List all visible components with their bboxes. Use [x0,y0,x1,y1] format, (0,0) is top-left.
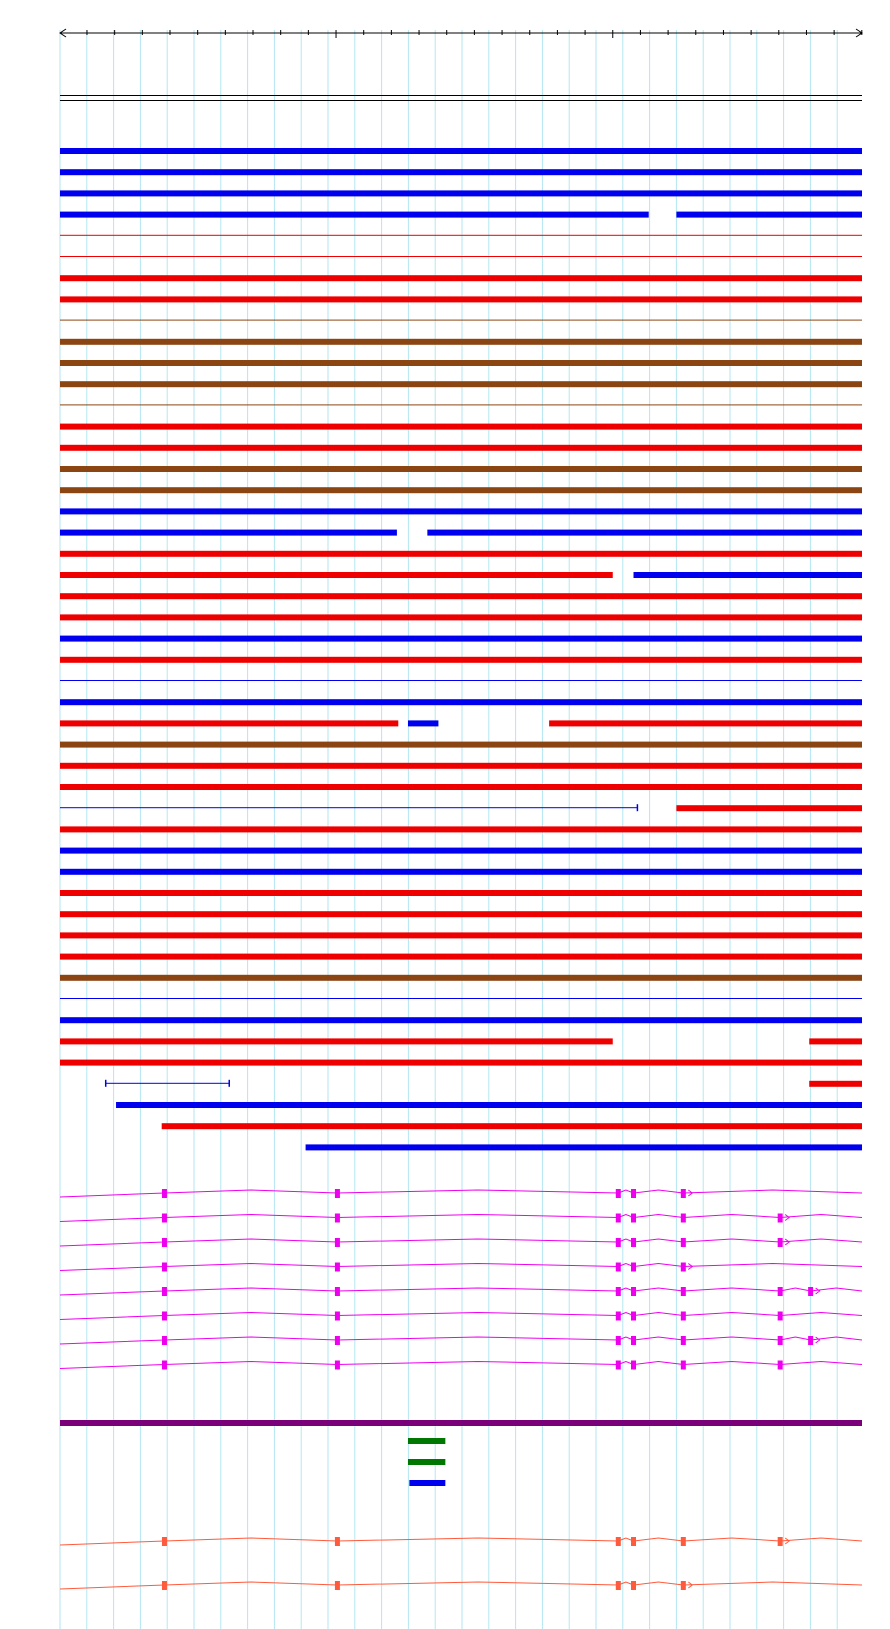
omim-exon[interactable] [616,1581,621,1590]
segdup-bar[interactable] [60,1420,862,1426]
dgv-feature-bar[interactable] [676,805,862,811]
dgv-feature-bar[interactable] [60,826,862,832]
dgv-feature-bar[interactable] [60,256,862,257]
refseq-exon[interactable] [631,1214,636,1223]
refseq-exon[interactable] [631,1238,636,1247]
dgv-feature-bar[interactable] [60,169,862,175]
refseq-exon[interactable] [631,1189,636,1198]
dgv-feature-bar[interactable] [60,699,862,705]
refseq-exon[interactable] [335,1214,340,1223]
dgv-feature-bar[interactable] [60,869,862,875]
refseq-exon[interactable] [162,1336,167,1345]
omim-exon[interactable] [616,1537,621,1546]
refseq-exon[interactable] [162,1287,167,1296]
refseq-exon[interactable] [681,1287,686,1296]
segdup-bar[interactable] [408,1438,445,1444]
refseq-exon[interactable] [808,1336,813,1345]
dgv-feature-bar[interactable] [60,636,862,642]
dgv-feature-bar[interactable] [60,890,862,896]
refseq-exon[interactable] [778,1312,783,1321]
refseq-exon[interactable] [631,1287,636,1296]
omim-exon[interactable] [335,1537,340,1546]
dgv-feature-bar[interactable] [60,807,638,808]
refseq-intron-line [60,1239,862,1246]
refseq-exon[interactable] [616,1312,621,1321]
dgv-feature-bar[interactable] [306,1144,862,1150]
refseq-intron-line [60,1264,862,1271]
omim-intron-line [60,1582,862,1589]
refseq-exon[interactable] [778,1336,783,1345]
dgv-feature-bar[interactable] [60,381,862,387]
dgv-feature-bar[interactable] [60,614,862,620]
dgv-feature-bar[interactable] [60,763,862,769]
dgv-feature-cap [105,1080,107,1087]
refseq-exon[interactable] [778,1214,783,1223]
dgv-feature-cap [228,1080,230,1087]
refseq-exon[interactable] [162,1312,167,1321]
dgv-feature-bar[interactable] [60,572,613,578]
refseq-exon[interactable] [335,1287,340,1296]
refseq-exon[interactable] [808,1287,813,1296]
dgv-feature-bar[interactable] [60,551,862,557]
segdup-bar[interactable] [408,1459,445,1465]
refseq-intron-line [60,1215,862,1222]
refseq-exon[interactable] [778,1361,783,1370]
omim-exon[interactable] [778,1537,783,1546]
dgv-feature-bar[interactable] [60,275,862,281]
refseq-exon[interactable] [616,1238,621,1247]
dgv-feature-bar[interactable] [60,1060,862,1066]
omim-exon[interactable] [681,1581,686,1590]
dgv-feature-bar[interactable] [60,190,862,196]
omim-exon[interactable] [631,1581,636,1590]
dgv-feature-bar[interactable] [60,593,862,599]
dgv-feature-bar[interactable] [105,1083,230,1084]
segdup-bar[interactable] [409,1480,445,1486]
dgv-feature-bar[interactable] [60,998,862,999]
dgv-feature-bar[interactable] [60,235,862,236]
dgv-feature-bar[interactable] [60,784,862,790]
dgv-feature-cap [637,804,639,811]
omim-exon[interactable] [335,1581,340,1590]
refseq-exon[interactable] [335,1238,340,1247]
refseq-exon[interactable] [631,1263,636,1272]
refseq-exon[interactable] [616,1214,621,1223]
refseq-exon[interactable] [631,1361,636,1370]
refseq-exon[interactable] [681,1312,686,1321]
dgv-feature-bar[interactable] [60,466,862,472]
dgv-feature-bar[interactable] [809,1081,862,1087]
refseq-exon[interactable] [335,1336,340,1345]
dgv-feature-bar[interactable] [60,296,862,302]
dgv-feature-bar[interactable] [634,572,862,578]
refseq-exon[interactable] [335,1361,340,1370]
omim-exon[interactable] [631,1537,636,1546]
refseq-exon[interactable] [162,1238,167,1247]
refseq-exon[interactable] [162,1361,167,1370]
refseq-exon[interactable] [616,1287,621,1296]
dgv-feature-bar[interactable] [60,742,862,748]
dgv-feature-bar[interactable] [60,508,862,514]
refseq-exon[interactable] [335,1263,340,1272]
refseq-exon[interactable] [681,1263,686,1272]
refseq-exon[interactable] [335,1312,340,1321]
dgv-feature-bar[interactable] [116,1102,862,1108]
refseq-exon[interactable] [162,1189,167,1198]
dgv-feature-bar[interactable] [427,530,862,536]
dgv-feature-bar[interactable] [60,720,398,726]
dgv-feature-bar[interactable] [549,720,862,726]
dgv-feature-bar[interactable] [60,932,862,938]
dgv-feature-bar[interactable] [60,530,397,536]
refseq-intron-line [60,1337,862,1344]
refseq-intron-line [60,1362,862,1369]
refseq-exon[interactable] [681,1189,686,1198]
dgv-feature-bar[interactable] [60,445,862,451]
refseq-strand-arrow-icon [816,1288,820,1294]
refseq-exon[interactable] [681,1214,686,1223]
dgv-feature-bar[interactable] [60,212,649,218]
dgv-feature-bar[interactable] [60,404,862,405]
refseq-exon[interactable] [616,1361,621,1370]
refseq-intron-line [60,1313,862,1320]
omim-exon[interactable] [162,1537,167,1546]
dgv-feature-bar[interactable] [60,339,862,345]
refseq-exon[interactable] [631,1336,636,1345]
omim-exon[interactable] [162,1581,167,1590]
dgv-feature-bar[interactable] [60,954,862,960]
refseq-exon[interactable] [681,1336,686,1345]
refseq-exon[interactable] [778,1287,783,1296]
refseq-exon[interactable] [631,1312,636,1321]
refseq-exon[interactable] [616,1336,621,1345]
refseq-exon[interactable] [616,1263,621,1272]
dgv-feature-bar[interactable] [60,1038,613,1044]
dgv-feature-bar[interactable] [60,487,862,493]
refseq-exon[interactable] [778,1238,783,1247]
refseq-exon[interactable] [335,1189,340,1198]
omim-intron-line [60,1538,862,1545]
dgv-feature-bar[interactable] [60,911,862,917]
dgv-feature-bar[interactable] [60,424,862,430]
dgv-feature-bar[interactable] [60,148,862,154]
cytoband-band-edge [60,100,862,101]
refseq-exon[interactable] [616,1189,621,1198]
dgv-feature-bar[interactable] [60,975,862,981]
dgv-feature-bar[interactable] [809,1038,862,1044]
cytoband-band [60,95,862,96]
refseq-exon[interactable] [681,1361,686,1370]
dgv-feature-bar[interactable] [408,720,438,726]
dgv-feature-bar[interactable] [60,848,862,854]
dgv-feature-bar[interactable] [60,657,862,663]
refseq-exon[interactable] [162,1263,167,1272]
refseq-exon[interactable] [681,1238,686,1247]
refseq-exon[interactable] [162,1214,167,1223]
refseq-strand-arrow-icon [816,1337,820,1343]
refseq-intron-line [60,1288,862,1295]
dgv-feature-bar[interactable] [60,680,862,681]
dgv-feature-bar[interactable] [60,360,862,366]
omim-exon[interactable] [681,1537,686,1546]
dgv-feature-bar[interactable] [60,320,862,321]
dgv-feature-bar[interactable] [60,1017,862,1023]
dgv-feature-bar[interactable] [676,212,862,218]
refseq-intron-line [60,1190,862,1197]
dgv-feature-bar[interactable] [162,1123,862,1129]
